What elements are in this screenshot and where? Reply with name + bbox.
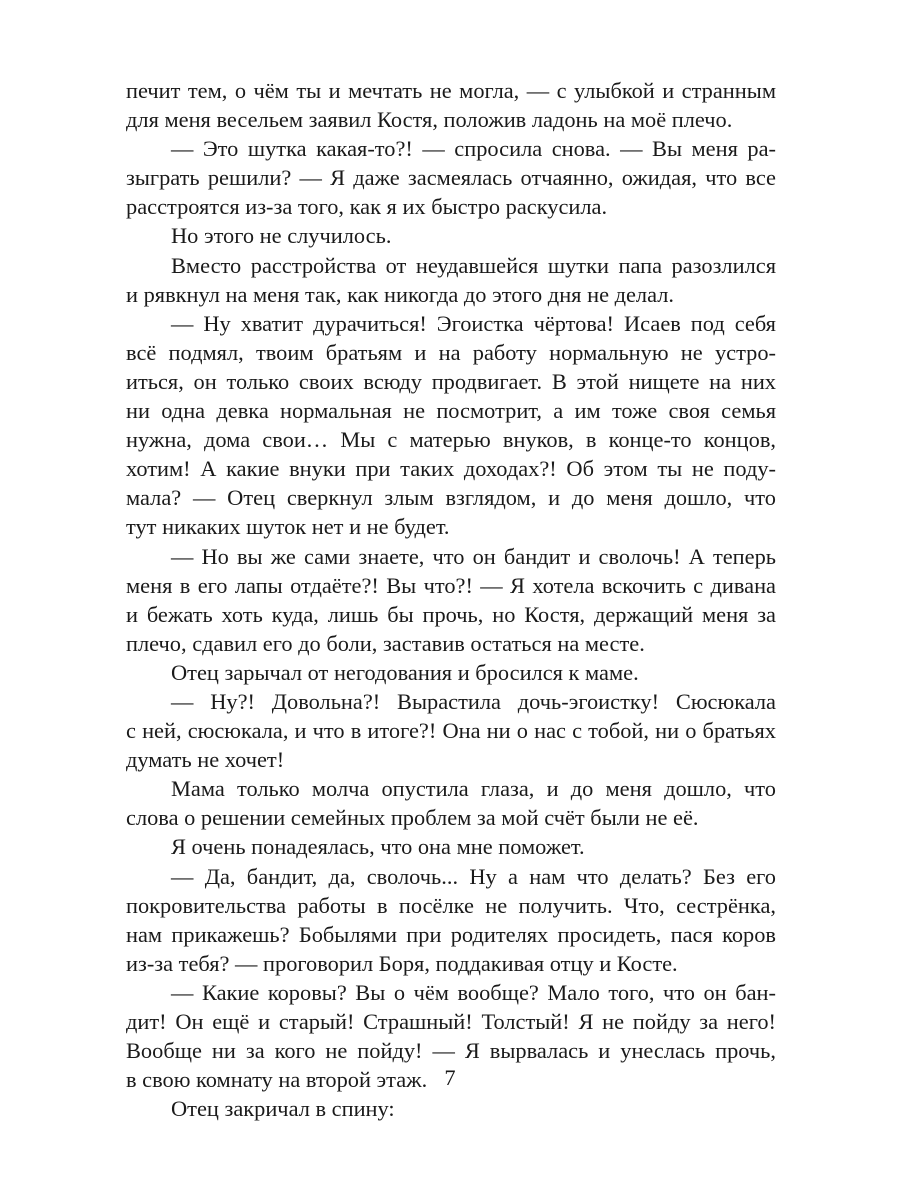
text-line: покровительства работы в посёлке не получить. Что, сестрёнка, <box>126 892 776 918</box>
text-line: и бежать хоть куда, лишь бы прочь, но Костя, держащий меня за <box>126 601 776 627</box>
text-line: — Да, бандит, да, сволочь... Ну а нам что делать? Без его <box>171 863 776 889</box>
text-line: нужна, дома свои… Мы с матерью внуков, в конце-то концов, <box>126 427 776 453</box>
text-line: — Ну хватит дурачиться! Эгоистка чёртова! Исаев под себя <box>171 310 776 336</box>
text-line: для меня весельем заявил Костя, положив ладонь на моё плечо. <box>126 107 733 133</box>
text-line: зыграть решили? — Я даже засмеялась отчаянно, ожидая, что все <box>126 165 776 191</box>
text-line: печит тем, о чём ты и мечтать не могла, — с улыбкой и странным <box>126 78 776 103</box>
text-line: Вместо расстройства от неудавшейся шутки папа разозлился <box>171 252 776 278</box>
text-line: Но этого не случилось. <box>171 223 392 249</box>
text-line: Мама только молча опустила глаза, и до меня дошло, что <box>171 776 776 802</box>
text-line: тут никаких шуток нет и не будет. <box>126 514 450 540</box>
text-line: Отец закричал в спину: <box>171 1096 395 1122</box>
page-number: 7 <box>444 1065 456 1090</box>
text-line: — Какие коровы? Вы о чём вообще? Мало того, что он бан- <box>171 979 776 1005</box>
text-line: в свою комнату на второй этаж. <box>126 1067 428 1093</box>
text-line: расстроятся из-за того, как я их быстро раскусила. <box>126 194 608 220</box>
text-line: и рявкнул на меня так, как никогда до этого дня не делал. <box>126 281 675 307</box>
text-line: думать не хочет! <box>126 747 285 773</box>
text-line: — Ну?! Довольна?! Вырастила дочь-эгоистку! Сюсюкала <box>171 688 776 714</box>
text-line: иться, он только своих всюду продвигает. В этой нищете на них <box>126 368 776 394</box>
text-line: из-за тебя? — проговорил Боря, поддакивая отцу и Косте. <box>126 950 678 976</box>
text-line: дит! Он ещё и старый! Страшный! Толстый! Я не пойду за него! <box>126 1009 776 1034</box>
text-line: — Но вы же сами знаете, что он бандит и сволочь! А теперь <box>171 543 776 569</box>
text-line: — Это шутка какая-то?! — спросила снова. — Вы меня ра- <box>171 136 776 162</box>
text-line: меня в его лапы отдаёте?! Вы что?! — Я хотела вскочить с дивана <box>126 572 776 598</box>
text-line: ни одна девка нормальная не посмотрит, а им тоже своя семья <box>126 398 776 424</box>
text-line: слова о решении семейных проблем за мой счёт были не её. <box>126 805 699 831</box>
text-line: плечо, сдавил его до боли, заставив остаться на месте. <box>126 630 645 656</box>
text-line: мала? — Отец сверкнул злым взглядом, и до меня дошло, что <box>126 485 776 511</box>
text-line: Отец зарычал от негодования и бросился к маме. <box>171 659 639 685</box>
text-line: Вообще ни за кого не пойду! — Я вырвалась и унеслась прочь, <box>126 1038 776 1064</box>
text-line: Я очень понадеялась, что она мне поможет. <box>171 834 585 860</box>
text-line: с ней, сюсюкала, и что в итоге?! Она ни о нас с тобой, ни о братьях <box>126 718 776 744</box>
body-text <box>126 76 776 1123</box>
text-line: всё подмял, твоим братьям и на работу нормальную не устро- <box>126 339 776 365</box>
text-line: хотим! А какие внуки при таких доходах?! Об этом ты не поду- <box>126 456 776 482</box>
text-line: нам прикажешь? Бобылями при родителях просидеть, пася коров <box>126 921 776 947</box>
